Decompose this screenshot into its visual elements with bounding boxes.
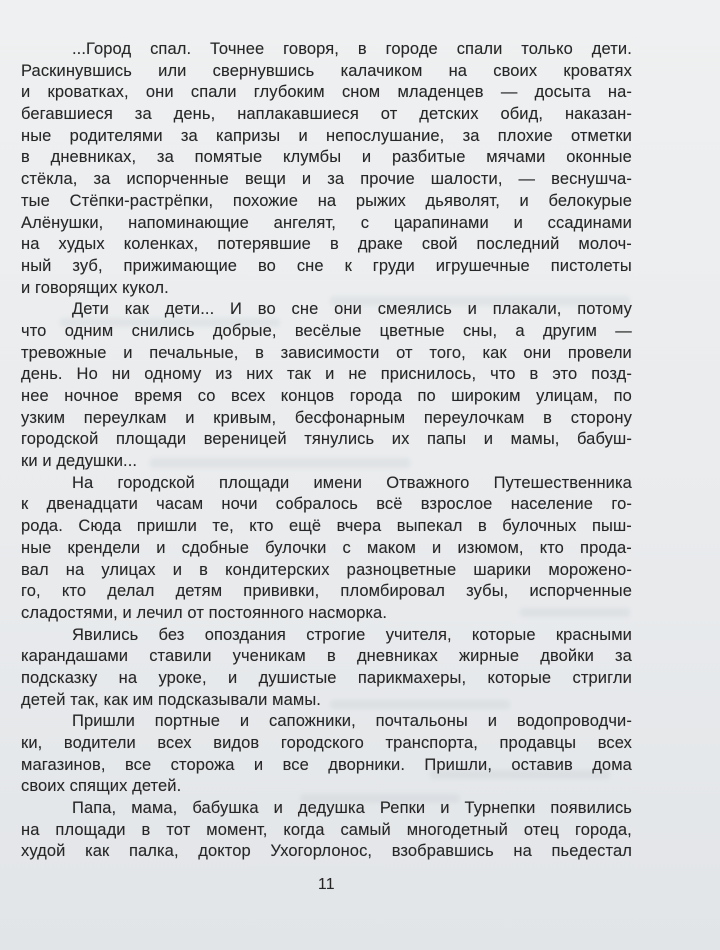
text-line: подсказку на уроке, и душистые парикмахеры, которые стригли xyxy=(21,668,632,687)
text-line: бегавшиеся за день, наплакавшиеся от детских обид, наказан- xyxy=(21,105,632,124)
text-line: ные крендели и сдобные булочки с маком и изюмом, кто прода- xyxy=(21,538,632,557)
text-line: магазинов, все сторожа и все дворники. Пришли, оставив дома xyxy=(21,755,632,774)
text-line: детей так, как им подсказывали мамы. xyxy=(21,690,321,709)
text-line: городской площади вереницей тянулись их папы и мамы, бабуш- xyxy=(21,430,632,449)
text-line: Явились без опоздания строгие учителя, которые красными xyxy=(72,625,632,644)
page-number: 11 xyxy=(317,876,336,893)
text-line: и кроватках, они спали глубоким сном младенцев — досыта на- xyxy=(21,83,632,102)
text-line: в дневниках, за помятые клумбы и разбитые мячами оконные xyxy=(21,148,632,167)
text-line: сладостями, и лечил от постоянного насморка. xyxy=(21,603,388,622)
text-line: тревожные и печальные, в зависимости от того, как они провели xyxy=(21,343,632,362)
text-line: Папа, мама, бабушка и дедушка Репки и Турнепки появились xyxy=(72,799,632,818)
text-line: своих спящих детей. xyxy=(21,777,182,796)
text-line: худой как палка, доктор Ухогорлонос, взобравшись на пьедестал xyxy=(21,842,632,861)
text-line: к двенадцати часам ночи собралось всё взрослое население го- xyxy=(21,495,632,514)
text-line: го, кто делал детям прививки, пломбировал зубы, испорченные xyxy=(21,582,632,601)
text-line: карандашами ставили ученикам в дневниках жирные двойки за xyxy=(21,647,632,666)
text-line: и говорящих кукол. xyxy=(21,278,169,297)
text-line: на худых коленках, потерявшие в драке свой последний молоч- xyxy=(21,235,632,254)
text-line: стёкла, за испорченные вещи и за прочие шалости, — веснушча- xyxy=(21,170,632,189)
text-line: ...Город спал. Точнее говоря, в городе спали только дети. xyxy=(72,40,632,58)
text-line: На городской площади имени Отважного Путешественника xyxy=(72,473,632,492)
text-line: Дети как дети... И во сне они смеялись и плакали, потому xyxy=(72,300,632,319)
text-line: тые Стёпки-растрёпки, похожие на рыжих дьяволят, и белокурые xyxy=(21,191,632,210)
text-line: Раскинувшись или свернувшись калачиком на своих кроватях xyxy=(21,61,632,80)
text-block xyxy=(21,39,632,863)
text-line: ки, водители всех видов городского транспорта, продавцы всех xyxy=(21,734,632,752)
text-line: день. Но ни одному из них так и не приснилось, что в это позд- xyxy=(21,365,632,384)
text-line: узким переулкам и кривым, бесфонарным переулочкам в сторону xyxy=(21,408,632,427)
text-line: что одним снились добрые, весёлые цветные сны, а другим — xyxy=(21,321,632,340)
text-line: Алёнушки, напоминающие ангелят, с царапинами и ссадинами xyxy=(21,213,632,232)
text-line: ные родителями за капризы и непослушание, за плохие отметки xyxy=(21,126,632,145)
text-line: на площади в тот момент, когда самый многодетный отец города, xyxy=(21,820,632,839)
text-line: Пришли портные и сапожники, почтальоны и водопроводчи- xyxy=(72,712,632,731)
text-line: ки и дедушки... xyxy=(21,452,138,471)
text-line: нее ночное время со всех концов города по широким улицам, по xyxy=(21,387,632,405)
text-line: вал на улицах и в кондитерских разноцветные шарики морожено- xyxy=(21,560,632,579)
text-line: рода. Сюда пришли те, кто ещё вчера выпекал в булочных пыш- xyxy=(21,517,632,536)
text-line: ный зуб, прижимающие во сне к груди игрушечные пистолеты xyxy=(21,256,632,275)
